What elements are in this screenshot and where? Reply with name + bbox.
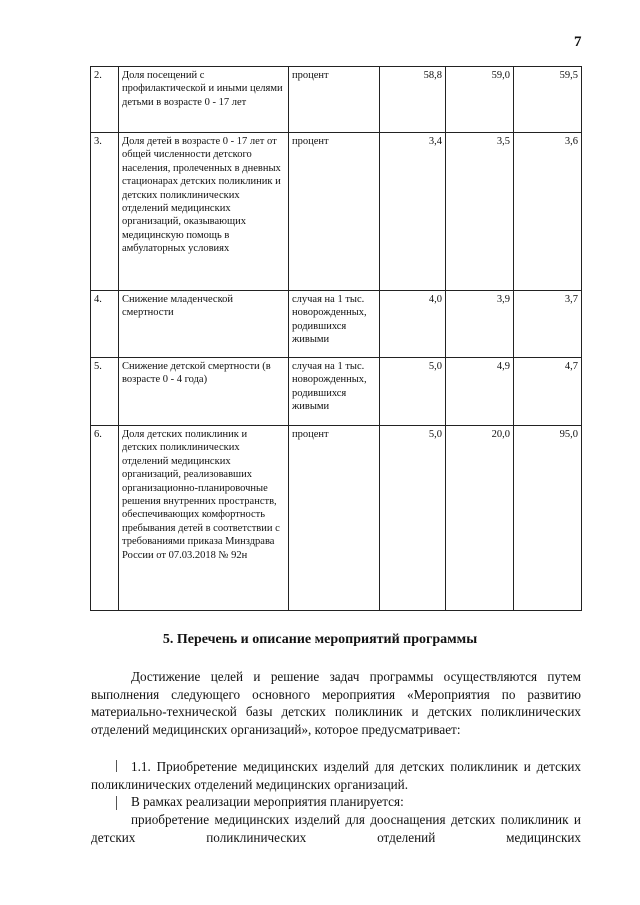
unit-cell: процент: [289, 67, 380, 133]
indicator-name: Доля детей в возрасте 0 - 17 лет от общей численности детского населения, пролеченных в дневных стационарах детских поликлиник и детских поликлинических отделений медицинских организаций, оказывающих медицинскую помощь в амбулаторных условиях: [119, 133, 289, 291]
table-row: [91, 291, 582, 358]
section-heading: 5. Перечень и описание мероприятий программы: [162, 632, 478, 647]
table-row: [91, 67, 582, 133]
value-cell: 3,7: [514, 291, 582, 358]
row-number: 4.: [91, 291, 119, 358]
row-number: 2.: [91, 67, 119, 133]
unit-cell: случая на 1 тыс. новорожденных, родившихся живыми: [289, 291, 380, 358]
value-cell: 95,0: [514, 426, 582, 611]
value-cell: 3,5: [446, 133, 514, 291]
body-paragraph: приобретение медицинских изделий для дооснащения детских поликлиник и детских поликлинических отделений медицинских: [91, 812, 581, 845]
value-cell: 5,0: [380, 358, 446, 426]
page-number: 7: [574, 34, 582, 50]
indicator-name: Снижение детской смертности (в возрасте 0 - 4 года): [119, 358, 289, 426]
unit-cell: процент: [289, 133, 380, 291]
indicator-name: Доля посещений с профилактической и иными целями детьми в возрасте 0 - 17 лет: [119, 67, 289, 133]
body-paragraph: 1.1. Приобретение медицинских изделий для детских поликлиник и детских поликлинических отделений медицинских организаций.: [91, 759, 581, 792]
value-cell: 4,7: [514, 358, 582, 426]
scan-mark: [116, 796, 117, 810]
indicators-table: [90, 66, 582, 611]
indicator-name: Доля детских поликлиник и детских поликлинических отделений медицинских организаций, реализовавших организационно-планировочные решения внутренних пространств, обеспечивающих комфортность пребывания детей в соответствии с требованиями приказа Минздрава России от 07.03.2018 № 92н: [119, 426, 289, 611]
unit-cell: процент: [289, 426, 380, 611]
row-number: 6.: [91, 426, 119, 611]
value-cell: 59,0: [446, 67, 514, 133]
value-cell: 20,0: [446, 426, 514, 611]
table-row: [91, 358, 582, 426]
value-cell: 3,4: [380, 133, 446, 291]
unit-cell: случая на 1 тыс. новорожденных, родившихся живыми: [289, 358, 380, 426]
body-paragraph: Достижение целей и решение задач программы осуществляются путем выполнения следующего основного мероприятия «Мероприятия по развитию материально-технической базы детских поликлиник и детских поликлинических отделений медицинских организаций», которое предусматривает:: [91, 669, 581, 737]
value-cell: 4,9: [446, 358, 514, 426]
row-number: 3.: [91, 133, 119, 291]
table-row: [91, 426, 582, 611]
body-paragraph: В рамках реализации мероприятия планируется:: [131, 794, 404, 809]
value-cell: 5,0: [380, 426, 446, 611]
value-cell: 59,5: [514, 67, 582, 133]
value-cell: 4,0: [380, 291, 446, 358]
value-cell: 3,9: [446, 291, 514, 358]
value-cell: 58,8: [380, 67, 446, 133]
table-row: [91, 133, 582, 291]
row-number: 5.: [91, 358, 119, 426]
indicator-name: Снижение младенческой смертности: [119, 291, 289, 358]
value-cell: 3,6: [514, 133, 582, 291]
